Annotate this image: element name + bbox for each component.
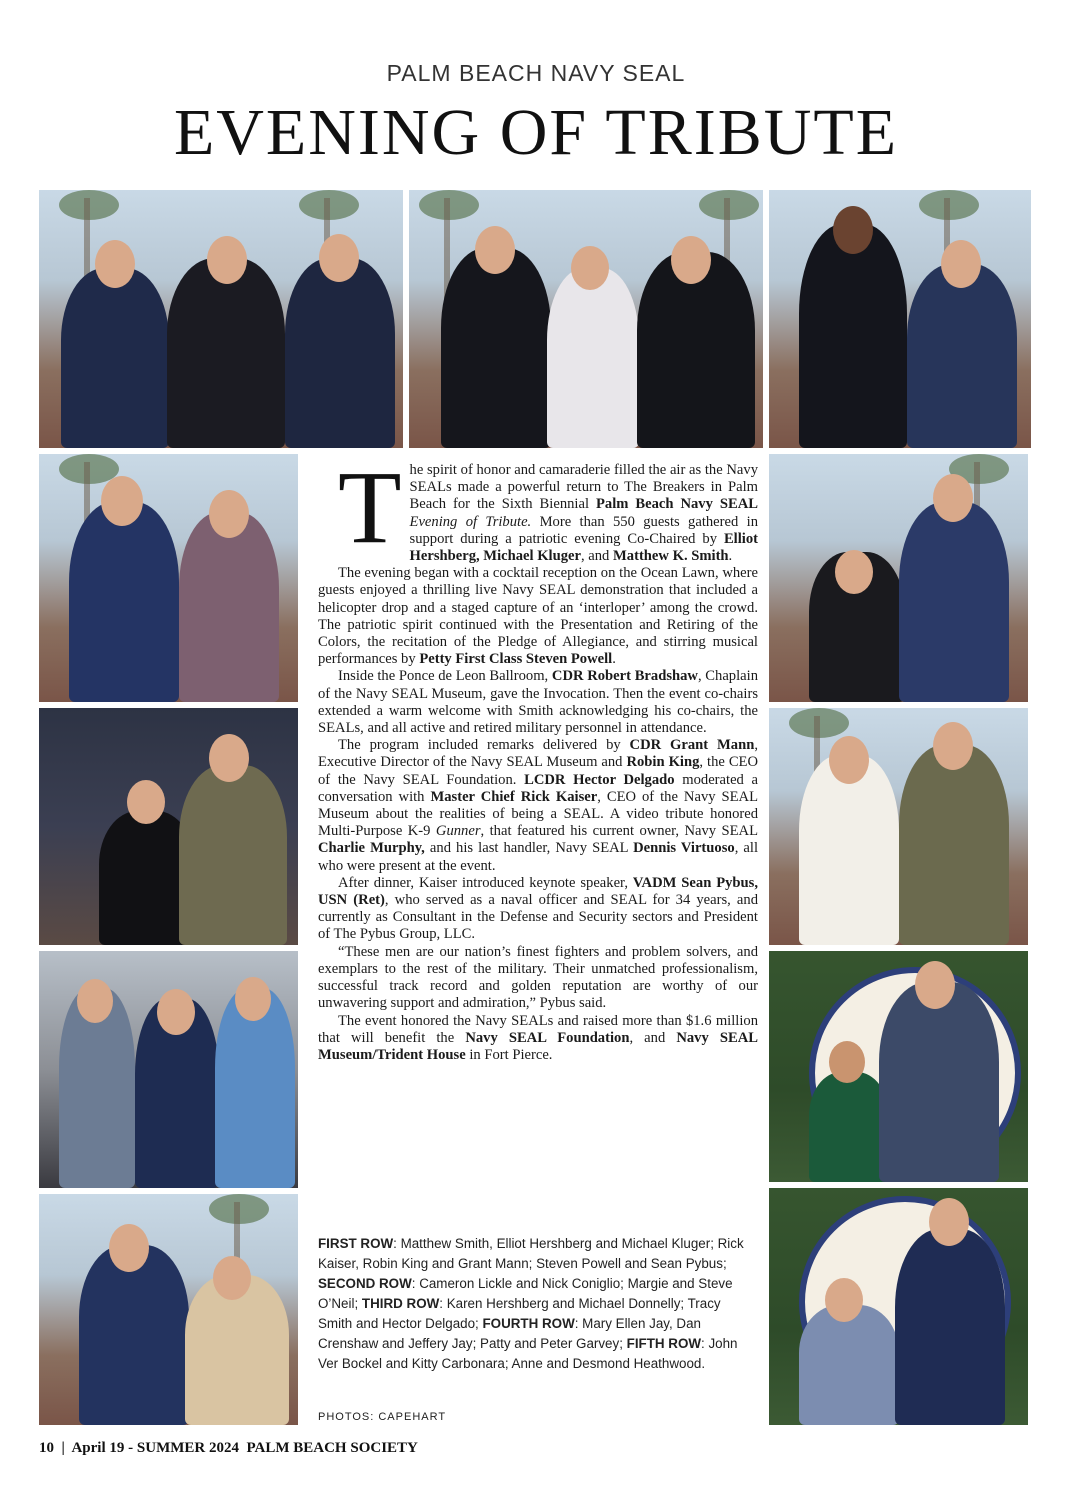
text-run: , all who were present at the event. (318, 840, 758, 874)
text-run: : Cameron Lickle and Nick Coniglio; Margie and Steve O’Neil; (318, 1276, 733, 1311)
bold-text: FOURTH ROW (482, 1316, 575, 1331)
photo-second-row-right (769, 454, 1028, 702)
bold-text: Robin King (626, 754, 700, 771)
text-run: “These men are our nation’s finest fighters and problem solvers, and exemplars to the rest of the military. Their unmatched professionalism, successful track record and golden reputation are worthy of our unwavering support and admiration,” Pybus said. (318, 943, 758, 1012)
article-paragraph (318, 668, 758, 737)
bold-text: Elliot Hershberg, Michael Kluger (409, 530, 758, 565)
text-run: : Matthew Smith, Elliot Hershberg and Michael Kluger; Rick Kaiser, Robin King and Grant Mann; Steven Powell and Sean Pybus; (318, 1236, 744, 1271)
bold-text: Charlie Murphy, (318, 840, 425, 857)
drop-cap: T (338, 450, 402, 565)
photo-fourth-row-right (769, 951, 1028, 1182)
page-headline: EVENING OF TRIBUTE (173, 96, 899, 169)
photo-credit: PHOTOS: CAPEHART (318, 1411, 447, 1423)
text-run: Inside the Ponce de Leon Ballroom, (338, 668, 552, 685)
bold-text: Navy SEAL Museum/Trident House (318, 1029, 758, 1063)
text-run: The program included remarks delivered by (338, 737, 630, 754)
italic-text: Gunner (435, 823, 481, 840)
text-run: and his last handler, Navy SEAL (424, 840, 634, 857)
text-run: , the CEO of the Navy SEAL Foundation. (318, 754, 759, 788)
text-run: After dinner, Kaiser introduced keynote speaker, (338, 874, 633, 891)
text-run: , who served as a naval officer and SEAL for 34 years, and currently as Consultant in the Defense and Security sectors and President of The Pybus Group, LLC. (318, 892, 758, 943)
photo-second-row-left (39, 454, 298, 702)
photo-first-row-center (409, 190, 763, 448)
text-run: , Executive Director of the Navy SEAL Museum and (318, 737, 758, 771)
text-run: . (612, 651, 616, 668)
section-kicker: PALM BEACH NAVY SEAL (386, 60, 686, 86)
photo-fourth-row-left (39, 951, 298, 1188)
text-run: , Chaplain of the Navy SEAL Museum, gave the Invocation. Then the event co-chairs extended a warm welcome with Smith acknowledging his co-chairs, the SEALs, and all active and retired military personnel in attendance. (318, 668, 758, 737)
text-run: The evening began with a cocktail reception on the Ocean Lawn, where guests enjoyed a thrilling live Navy SEAL demonstration that included a helicopter drop and a staged capture of an ‘interloper’ among the crowd. The patriotic spirit continued with the Presentation and Retiring of the Colors, the recitation of the Pledge of Allegiance, and stirring musical performances by (318, 565, 758, 668)
photo-captions (318, 1234, 756, 1374)
photo-third-row-left (39, 708, 298, 945)
bold-text: CDR Grant Mann (629, 737, 755, 754)
italic-text: Evening of Tribute. (409, 513, 532, 530)
photo-fifth-row-left (39, 1194, 298, 1425)
bold-text: Palm Beach Navy SEAL (595, 496, 758, 513)
bold-text: Dennis Virtuoso (633, 840, 735, 857)
text-run: The event honored the Navy SEALs and raised more than $1.6 million that will benefit the (318, 1012, 758, 1046)
bold-text: VADM Sean Pybus, USN (Ret) (318, 874, 758, 909)
bold-text: Petty First Class Steven Powell (419, 651, 613, 668)
text-run: , CEO of the Navy SEAL Museum about the realities of being a SEAL. A video tribute honored Multi-Purpose K-9 (318, 788, 758, 840)
bold-text: THIRD ROW (361, 1296, 440, 1311)
text-run: . (728, 548, 733, 565)
article-paragraph (318, 875, 758, 944)
bold-text: Matthew K. Smith (613, 548, 729, 565)
text-run: : John Ver Bockel and Kitty Carbonara; Anne and Desmond Heathwood. (318, 1336, 738, 1371)
photo-fifth-row-right (769, 1188, 1028, 1425)
bold-text: FIRST ROW (318, 1236, 394, 1251)
bold-text: CDR Robert Bradshaw (551, 668, 698, 685)
page-folio: 10 | April 19 - SUMMER 2024 PALM BEACH SOCIETY (39, 1440, 418, 1456)
article-paragraph (318, 1013, 758, 1065)
text-run: moderated a conversation with (318, 771, 759, 805)
article-body (318, 450, 759, 1064)
article-paragraph (318, 565, 758, 668)
bold-text: FIFTH ROW (626, 1336, 702, 1351)
text-run: , that featured his current owner, Navy SEAL (480, 823, 758, 840)
bold-text: Navy SEAL Foundation (465, 1029, 630, 1046)
article-paragraph (318, 737, 758, 875)
photo-first-row-left (39, 190, 403, 448)
text-run: , and (580, 548, 614, 565)
text-run: he spirit of honor and camaraderie filled the air as the Navy SEALs made a powerful return to The Breakers in Palm Beach for the Sixth Biennial (409, 462, 758, 513)
article-paragraph (318, 944, 758, 1013)
text-run: , and (629, 1029, 677, 1046)
text-run: : Mary Ellen Jay, Dan Crenshaw and Jeffery Jay; Patty and Peter Garvey; (318, 1316, 701, 1351)
text-run: in Fort Pierce. (465, 1046, 553, 1063)
bold-text: Master Chief Rick Kaiser (430, 788, 598, 805)
bold-text: LCDR Hector Delgado (524, 771, 675, 788)
text-run: More than 550 guests gathered in support during a patriotic evening Co-Chaired by (409, 513, 758, 547)
photo-first-row-right (769, 190, 1031, 448)
text-run: : Karen Hershberg and Michael Donnelly; Tracy Smith and Hector Delgado; (318, 1296, 721, 1331)
photo-third-row-right (769, 708, 1028, 945)
bold-text: SECOND ROW (318, 1276, 412, 1291)
